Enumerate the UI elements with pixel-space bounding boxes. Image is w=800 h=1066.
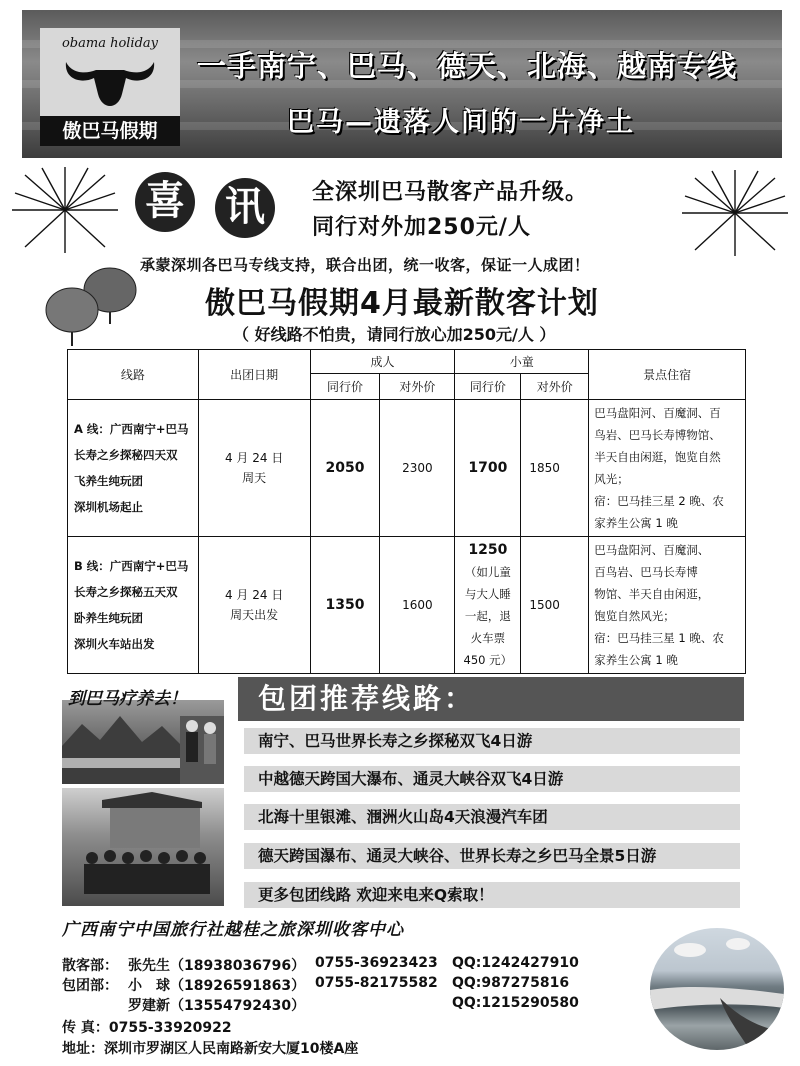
plan-title: 傲巴马假期4月最新散客计划 xyxy=(205,286,599,321)
child-peer-price: 1250 （如儿童 与大人睡 一起，退 火车票 450 元） xyxy=(455,537,521,674)
contact-person: 小 球（18926591863） xyxy=(128,978,306,994)
bull-icon xyxy=(62,54,158,114)
scenic-cell: 巴马盘阳河、百魔洞、 百鸟岩、巴马长寿博 物馆、半天自由闲逛， 饱览自然风光； 宿：巴马挂三星 1 晚、农 家养生公寓 1 晚 xyxy=(589,537,746,674)
support-note: 承蒙深圳各巴马专线支持，联合出团，统一收客，保证一人成团！ xyxy=(140,256,590,274)
contact-qq: QQ:1215290580 xyxy=(452,995,579,1011)
contact-label: 散客部： xyxy=(62,958,118,974)
tour-price-table xyxy=(67,349,746,674)
date-cell: 4 月 24 日 周天 xyxy=(198,400,310,537)
package-item: 北海十里银滩、涠洲火山岛4天浪漫汽车团 xyxy=(244,804,740,830)
logo-chinese: 傲巴马假期 xyxy=(40,116,180,146)
child-public-price: 1850 xyxy=(521,400,589,537)
banner-headline: 一手南宁、巴马、德天、北海、越南专线 xyxy=(197,49,738,83)
header-adult: 成人 xyxy=(310,350,455,374)
route-cell: A 线：广西南宁+巴马 长寿之乡探秘四天双 飞养生纯玩团 深圳机场起止 xyxy=(68,400,199,537)
logo-english: obama holiday xyxy=(61,36,159,51)
fax: 传 真：0755-33920922 xyxy=(62,1020,232,1036)
news-markup: 同行对外加250元/人 xyxy=(312,215,531,240)
landscape-photo xyxy=(62,676,224,784)
date-cell: 4 月 24 日 周天出发 xyxy=(198,537,310,674)
contact-person: 罗建新（13554792430） xyxy=(128,998,306,1014)
header-scenic: 景点住宿 xyxy=(589,350,746,400)
table-row xyxy=(68,537,746,674)
package-item: 南宁、巴马世界长寿之乡探秘双飞4日游 xyxy=(244,728,740,754)
address: 地址：深圳市罗湖区人民南路新安大厦10楼A座 xyxy=(62,1041,359,1057)
child-peer-price: 1700 xyxy=(455,400,521,537)
good-news-char-1: 喜 xyxy=(135,172,195,232)
contact-label: 包团部： xyxy=(62,978,118,994)
table-row xyxy=(68,400,746,537)
plan-subtitle: （ 好线路不怕贵，请同行放心加250元/人 ） xyxy=(233,325,556,344)
contact-person: 张先生（18938036796） xyxy=(128,958,306,974)
adult-public-price: 2300 xyxy=(380,400,455,537)
villagers-photo xyxy=(62,788,224,906)
beach-icon xyxy=(650,928,784,1050)
header-adult-peer: 同行价 xyxy=(310,374,380,400)
firework-left-icon xyxy=(10,165,120,255)
header-date: 出团日期 xyxy=(198,350,310,400)
adult-peer-price: 1350 xyxy=(310,537,380,674)
contact-qq: QQ:1242427910 xyxy=(452,955,579,971)
scenic-cell: 巴马盘阳河、百魔洞、百 鸟岩、巴马长寿博物馆、 半天自由闲逛，饱览自然 风光； 宿：巴马挂三星 2 晚、农 家养生公寓 1 晚 xyxy=(589,400,746,537)
header-banner xyxy=(22,10,782,158)
header-child-public: 对外价 xyxy=(521,374,589,400)
contact-phone: 0755-36923423 xyxy=(315,955,438,971)
contact-phone: 0755-82175582 xyxy=(315,975,438,991)
header-adult-public: 对外价 xyxy=(380,374,455,400)
package-item-more: 更多包团线路 欢迎来电来Q索取！ xyxy=(244,882,740,908)
news-upgrade: 全深圳巴马散客产品升级。 xyxy=(312,180,589,205)
group-photo-icon xyxy=(62,788,224,906)
package-heading: 包团推荐线路： xyxy=(238,677,744,721)
adult-public-price: 1600 xyxy=(380,537,455,674)
agency-name: 广西南宁中国旅行社越桂之旅深圳收客中心 xyxy=(62,920,404,940)
route-cell: B 线：广西南宁+巴马 长寿之乡探秘五天双 卧养生纯玩团 深圳火车站出发 xyxy=(68,537,199,674)
header-child-peer: 同行价 xyxy=(455,374,521,400)
firework-right-icon xyxy=(680,168,790,258)
package-item: 中越德天跨国大瀑布、通灵大峡谷双飞4日游 xyxy=(244,766,740,792)
header-route: 线路 xyxy=(68,350,199,400)
header-child: 小童 xyxy=(455,350,589,374)
logo xyxy=(40,28,180,146)
mountain-icon xyxy=(62,706,224,784)
lantern-icon xyxy=(42,262,142,347)
contact-qq: QQ:987275816 xyxy=(452,975,570,991)
package-item: 德天跨国瀑布、通灵大峡谷、世界长寿之乡巴马全景5日游 xyxy=(244,843,740,869)
child-public-price: 1500 xyxy=(521,537,589,674)
beach-photo xyxy=(650,928,784,1050)
adult-peer-price: 2050 xyxy=(310,400,380,537)
photo-caption: 到巴马疗养去！ xyxy=(68,689,187,709)
good-news-char-2: 讯 xyxy=(215,178,275,238)
banner-slogan: 巴马—遗落人间的一片净土 xyxy=(287,107,635,138)
